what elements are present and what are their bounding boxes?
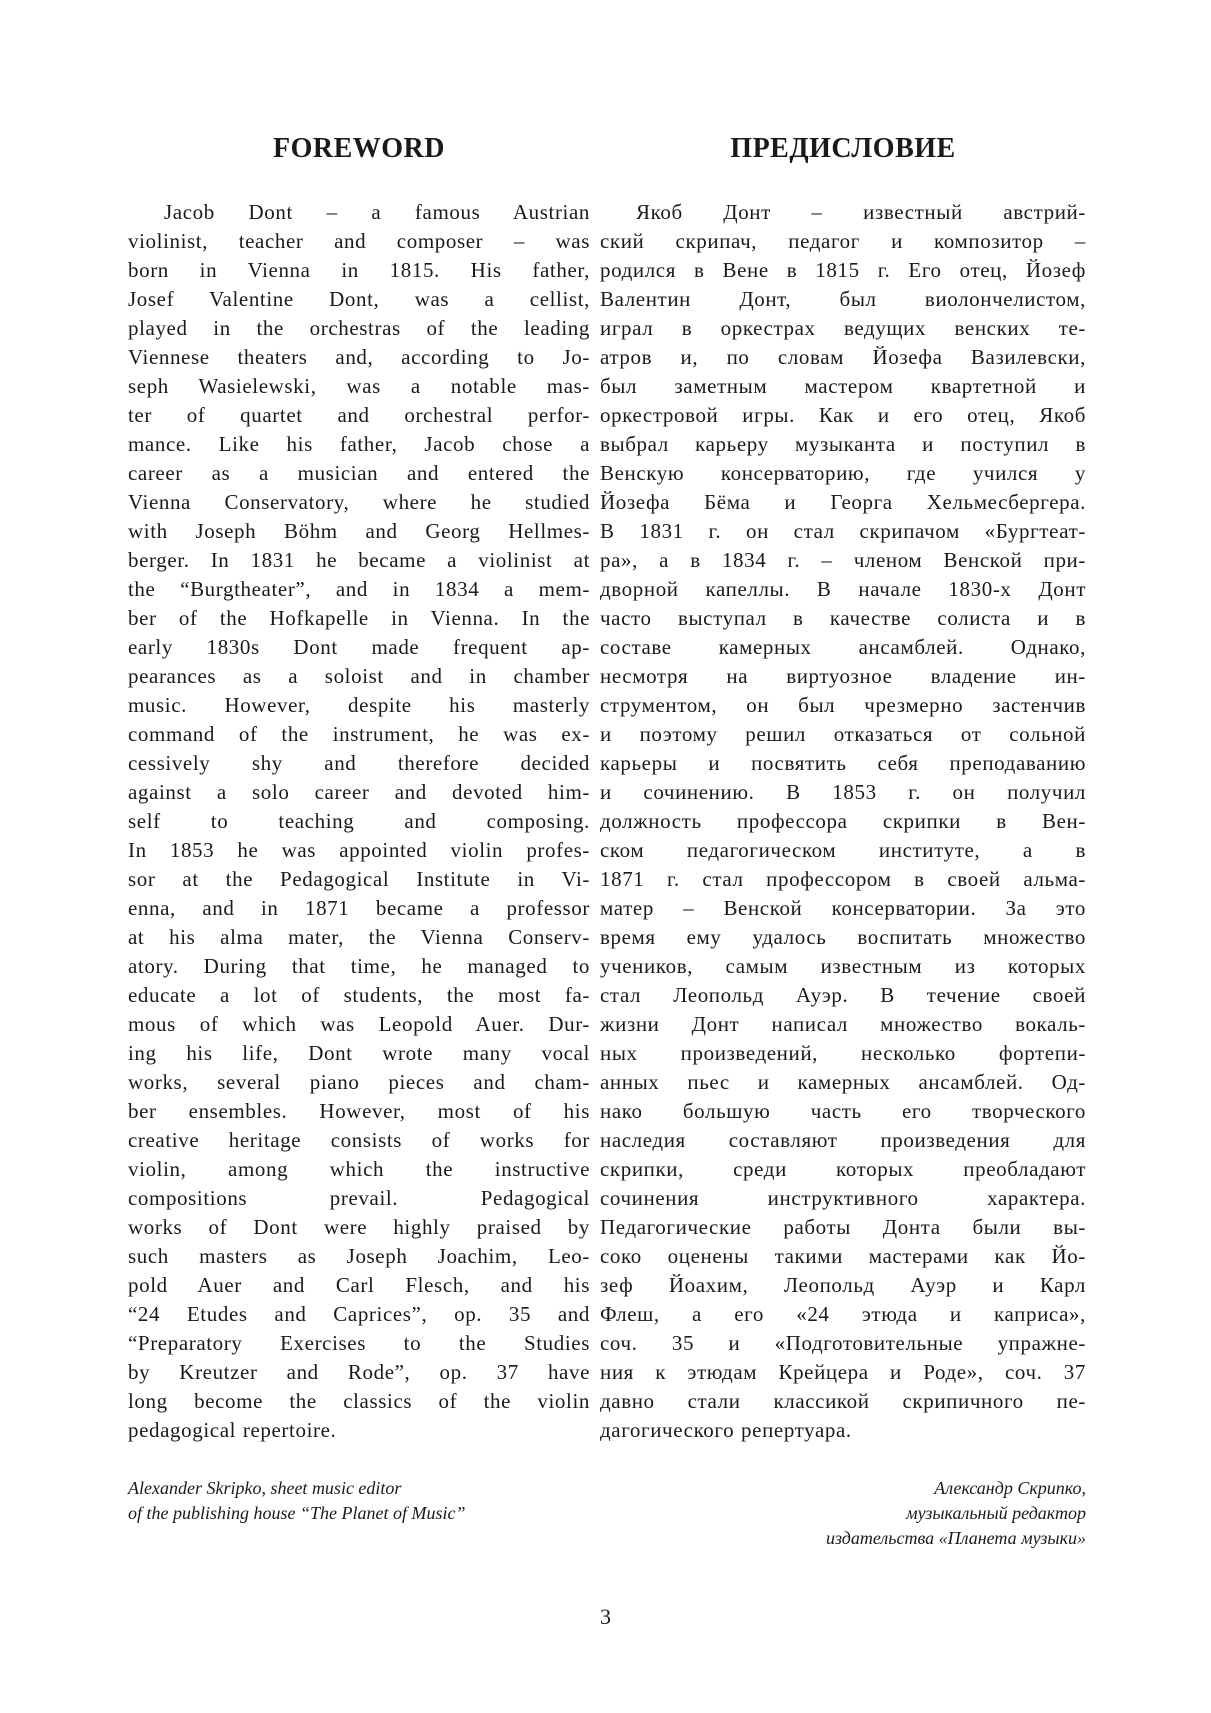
text-line: pedagogical repertoire. (128, 1418, 337, 1442)
text-line: long become the classics of the violin (128, 1389, 590, 1413)
text-line: Йозефа Бёма и Георга Хельмесбергера. (600, 490, 1086, 514)
signature-line: музыкальный редактор (906, 1503, 1086, 1523)
text-line: born in Vienna in 1815. His father, (128, 258, 590, 282)
text-line: жизни Донт написал множество вокаль- (600, 1012, 1086, 1036)
text-line: In 1853 he was appointed violin profes- (128, 838, 590, 862)
text-line: “24 Etudes and Caprices”, op. 35 and (128, 1302, 590, 1326)
text-line: at his alma mater, the Vienna Conserv- (128, 925, 590, 949)
text-line: violinist, teacher and composer – was (128, 229, 590, 253)
text-line: ский скрипач, педагог и композитор – (600, 229, 1086, 253)
text-line: sor at the Pedagogical Institute in Vi- (128, 867, 590, 891)
russian-signature (600, 1476, 1086, 1551)
text-line: educate a lot of students, the most fa- (128, 983, 590, 1007)
foreword-heading: FOREWORD (273, 133, 445, 164)
text-line: ber of the Hofkapelle in Vienna. In the (128, 606, 590, 630)
text-line: Педагогические работы Донта были вы- (600, 1215, 1086, 1239)
text-line: violin, among which the instructive (128, 1157, 590, 1181)
text-line: Josef Valentine Dont, was a cellist, (128, 287, 590, 311)
text-line: несмотря на виртуозное владение ин- (600, 664, 1086, 688)
text-line: учеников, самым известным из которых (600, 954, 1086, 978)
text-line: выбрал карьеру музыканта и поступил в (600, 432, 1086, 456)
text-line: compositions prevail. Pedagogical (128, 1186, 590, 1210)
text-line: cessively shy and therefore decided (128, 751, 590, 775)
text-line: атров и, по словам Йозефа Вазилевски, (600, 345, 1086, 369)
text-line: pearances as a soloist and in chamber (128, 664, 590, 688)
text-line: by Kreutzer and Rode”, op. 37 have (128, 1360, 590, 1384)
text-line: enna, and in 1871 became a professor (128, 896, 590, 920)
text-line: Vienna Conservatory, where he studied (128, 490, 590, 514)
text-line: и поэтому решил отказаться от сольной (600, 722, 1086, 746)
predislovie-text (600, 198, 1086, 1445)
text-line: дагогического репертуара. (600, 1418, 852, 1442)
text-line: seph Wasielewski, was a notable mas- (128, 374, 590, 398)
text-line: дворной капеллы. В начале 1830-х Донт (600, 577, 1086, 601)
text-line: Viennese theaters and, according to Jo- (128, 345, 590, 369)
text-line: матер – Венской консерватории. За это (600, 896, 1086, 920)
text-line: Валентин Донт, был виолончелистом, (600, 287, 1086, 311)
text-line: the “Burgtheater”, and in 1834 a mem- (128, 577, 590, 601)
text-line: ском педагогическом институте, а в (600, 838, 1086, 862)
text-line: скрипки, среди которых преобладают (600, 1157, 1086, 1181)
text-line: atory. During that time, he managed to (128, 954, 590, 978)
text-line: such masters as Joseph Joachim, Leo- (128, 1244, 590, 1268)
text-line: mous of which was Leopold Auer. Dur- (128, 1012, 590, 1036)
text-line: струментом, он был чрезмерно застенчив (600, 693, 1086, 717)
text-line: creative heritage consists of works for (128, 1128, 590, 1152)
text-line: В 1831 г. он стал скрипачом «Бургтеат- (600, 519, 1086, 543)
page-number: 3 (600, 1604, 611, 1629)
text-line: played in the orchestras of the leading (128, 316, 590, 340)
text-line: Якоб Донт – известный австрий- (636, 200, 1086, 224)
predislovie-heading: ПРЕДИСЛОВИЕ (730, 133, 956, 164)
text-line: works, several piano pieces and cham- (128, 1070, 590, 1094)
text-line: ter of quartet and orchestral perfor- (128, 403, 590, 427)
text-line: нако большую часть его творческого (600, 1099, 1086, 1123)
text-line: и сочинению. В 1853 г. он получил (600, 780, 1086, 804)
text-line: играл в оркестрах ведущих венских те- (600, 316, 1086, 340)
text-line: Jacob Dont – a famous Austrian (164, 200, 590, 224)
foreword-text (128, 198, 590, 1445)
english-signature (128, 1476, 590, 1526)
text-line: ing his life, Dont wrote many vocal (128, 1041, 590, 1065)
text-line: был заметным мастером квартетной и (600, 374, 1086, 398)
text-line: родился в Вене в 1815 г. Его отец, Йозеф (600, 258, 1086, 282)
text-line: часто выступал в качестве солиста и в (600, 606, 1086, 630)
text-line: ных произведений, несколько фортепи- (600, 1041, 1086, 1065)
text-line: berger. In 1831 he became a violinist at (128, 548, 590, 572)
text-line: ра», а в 1834 г. – членом Венской при- (600, 548, 1086, 572)
text-line: должность профессора скрипки в Вен- (600, 809, 1086, 833)
signature-line: издательства «Планета музыки» (826, 1528, 1086, 1548)
text-line: наследия составляют произведения для (600, 1128, 1086, 1152)
text-line: works of Dont were highly praised by (128, 1215, 590, 1239)
text-line: Флеш, а его «24 этюда и каприса», (600, 1302, 1086, 1326)
text-line: self to teaching and composing. (128, 809, 590, 833)
text-line: давно стали классикой скрипичного пе- (600, 1389, 1086, 1413)
signature-line: Александр Скрипко, (934, 1478, 1086, 1498)
text-line: анных пьес и камерных ансамблей. Од- (600, 1070, 1086, 1094)
text-line: 1871 г. стал профессором в своей альма- (600, 867, 1086, 891)
text-line: стал Леопольд Ауэр. В течение своей (600, 983, 1086, 1007)
text-line: карьеры и посвятить себя преподаванию (600, 751, 1086, 775)
text-line: against a solo career and devoted him- (128, 780, 590, 804)
text-line: mance. Like his father, Jacob chose a (128, 432, 590, 456)
text-line: зеф Йоахим, Леопольд Ауэр и Карл (600, 1273, 1086, 1297)
text-line: early 1830s Dont made frequent ap- (128, 635, 590, 659)
text-line: “Preparatory Exercises to the Studies (128, 1331, 590, 1355)
signature-line: of the publishing house “The Planet of Music” (128, 1503, 466, 1523)
signature-line: Alexander Skripko, sheet music editor (128, 1478, 402, 1498)
text-line: ber ensembles. However, most of his (128, 1099, 590, 1123)
text-line: соч. 35 и «Подготовительные упражне- (600, 1331, 1086, 1355)
text-line: время ему удалось воспитать множество (600, 925, 1086, 949)
text-line: составе камерных ансамблей. Однако, (600, 635, 1086, 659)
text-line: сочинения инструктивного характера. (600, 1186, 1086, 1210)
text-line: соко оценены такими мастерами как Йо- (600, 1244, 1086, 1268)
text-line: with Joseph Böhm and Georg Hellmes- (128, 519, 590, 543)
text-line: ния к этюдам Крейцера и Роде», соч. 37 (600, 1360, 1086, 1384)
text-line: command of the instrument, he was ex- (128, 722, 590, 746)
text-line: music. However, despite his masterly (128, 693, 590, 717)
text-line: career as a musician and entered the (128, 461, 590, 485)
text-line: Венскую консерваторию, где учился у (600, 461, 1086, 485)
text-line: оркестровой игры. Как и его отец, Якоб (600, 403, 1086, 427)
text-line: pold Auer and Carl Flesch, and his (128, 1273, 590, 1297)
